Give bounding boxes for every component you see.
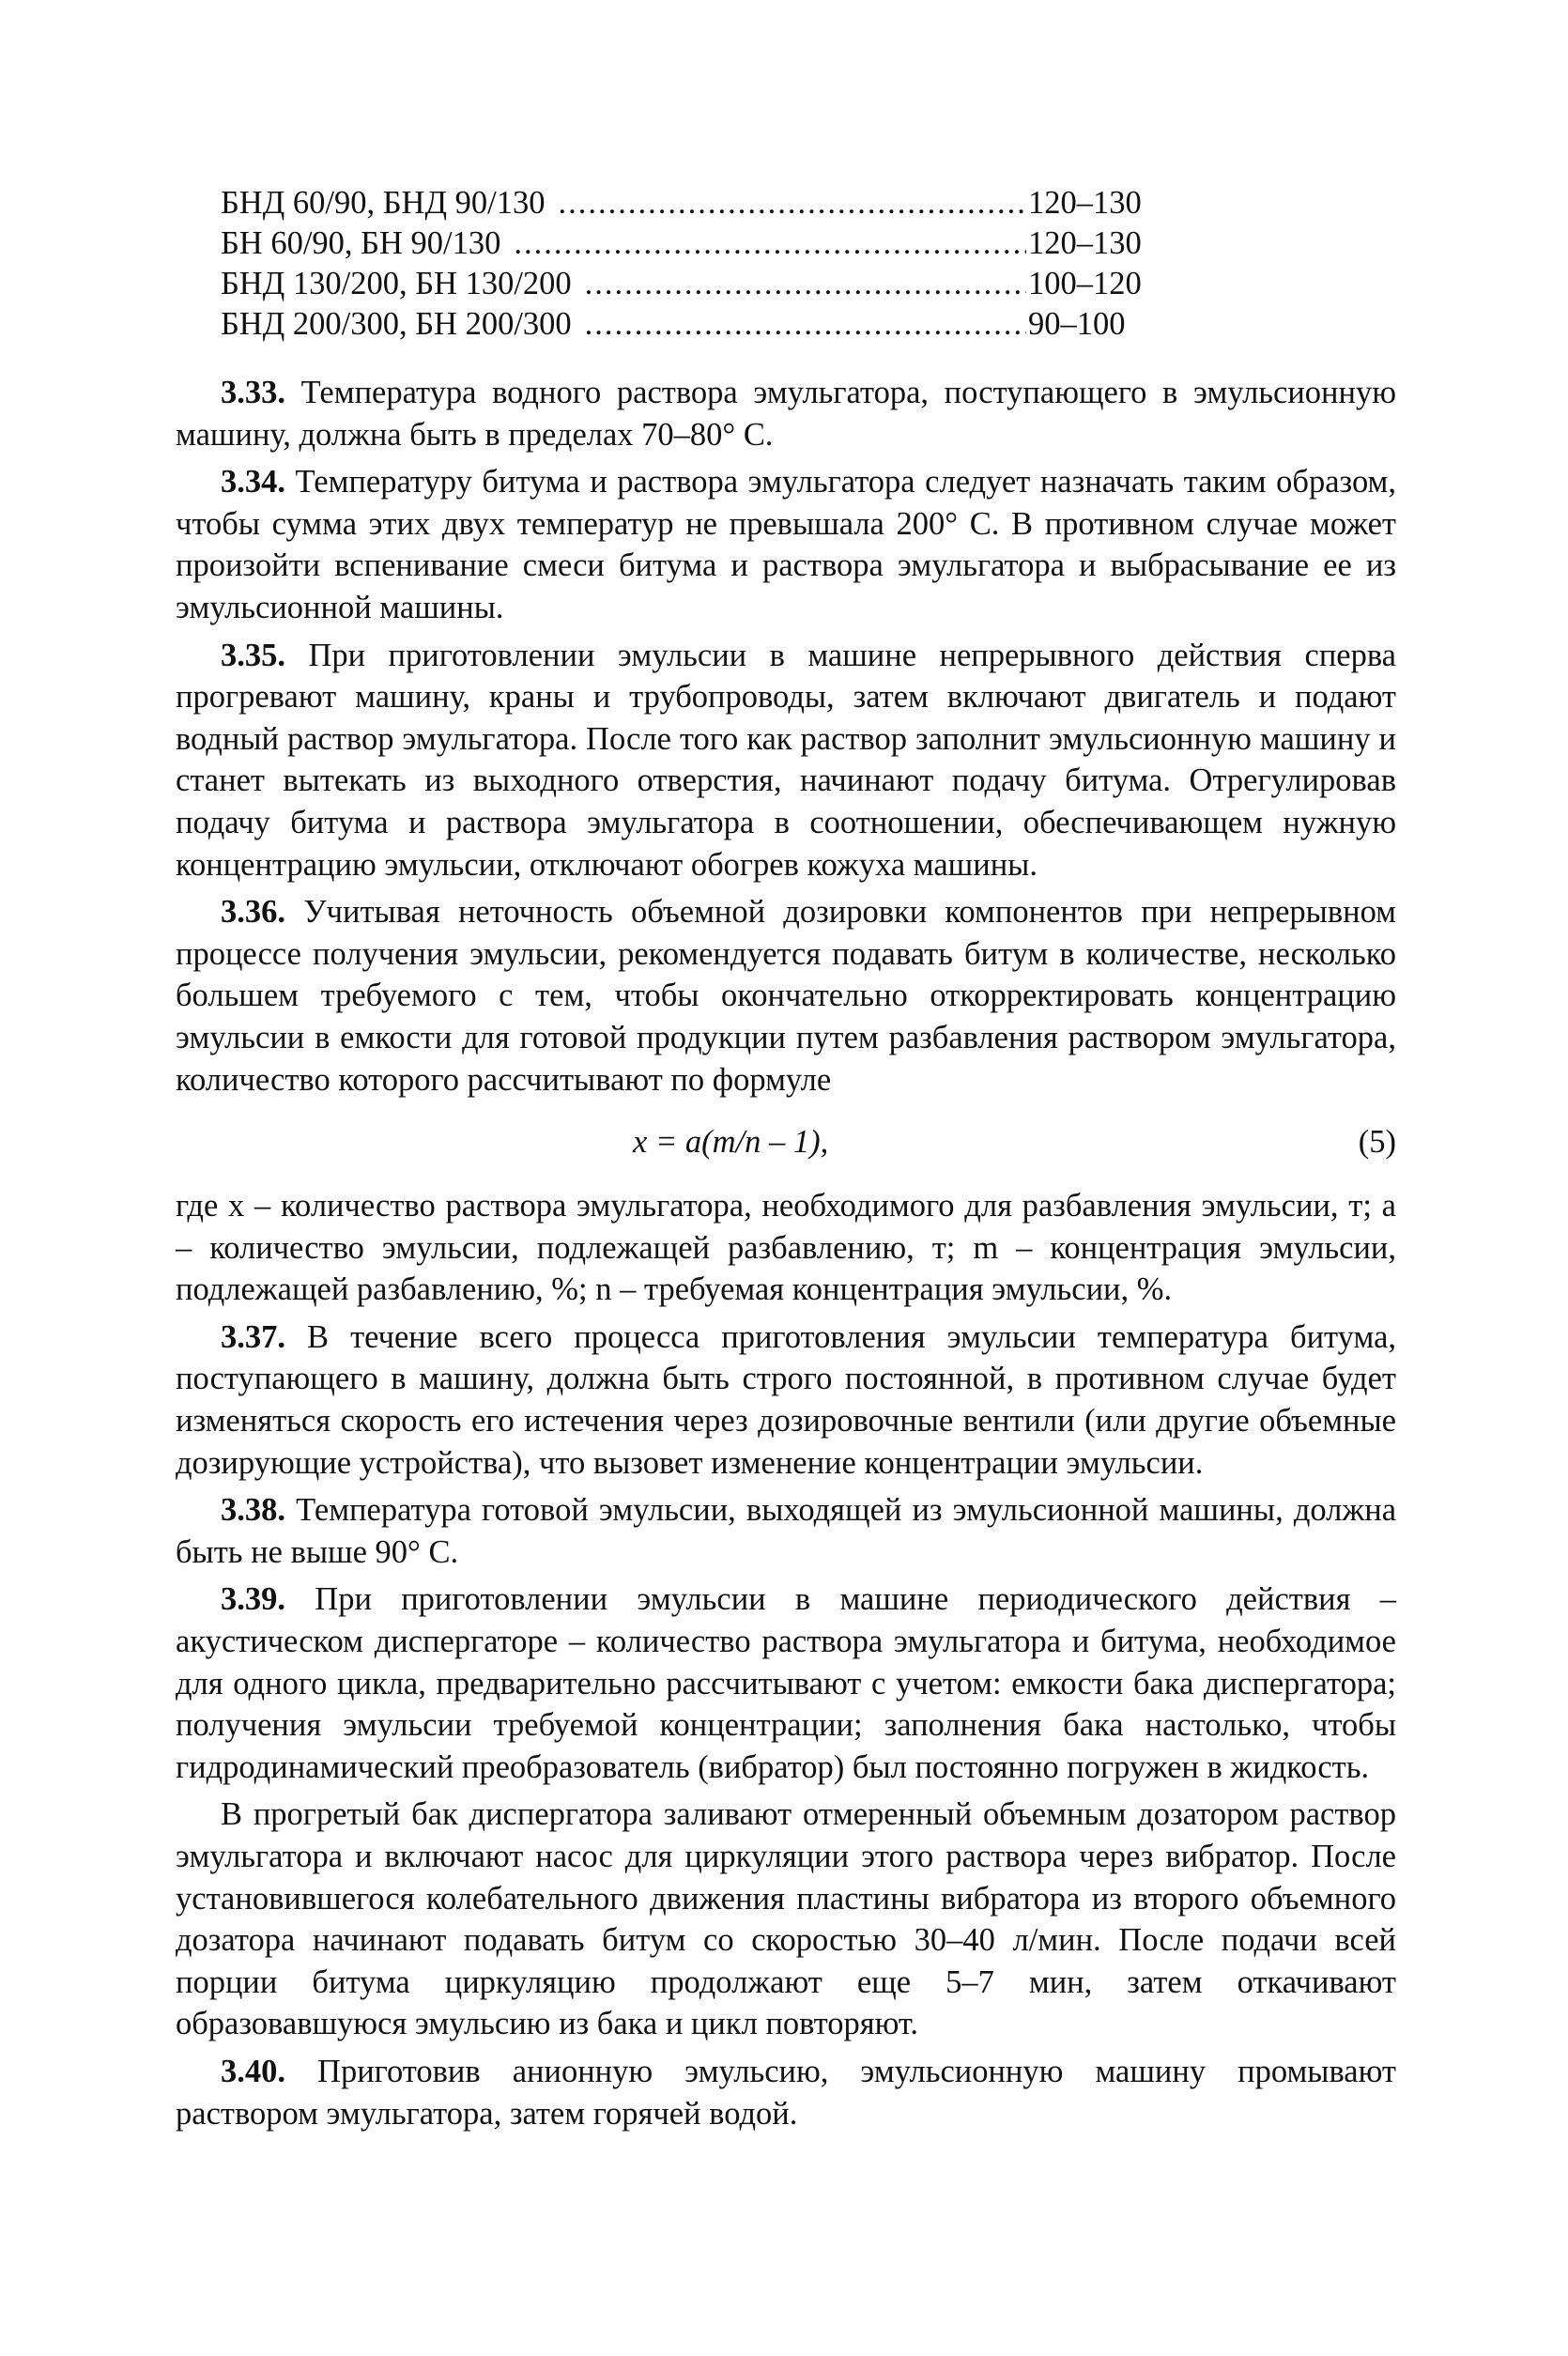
paragraph-number: 3.40.	[221, 2053, 285, 2089]
heating-temperature: 90–100	[1028, 306, 1126, 342]
paragraph-3-38	[176, 1489, 1396, 1573]
leader-dots	[514, 223, 1026, 264]
paragraph-3-35	[176, 635, 1396, 886]
paragraph-3-33	[176, 372, 1396, 455]
paragraph-text: Температура водного раствора эмульгатора, поступающего в эмульсионную машину, должна быть в пределах 70–80° С.	[176, 375, 1397, 453]
paragraph-3-40	[176, 2051, 1396, 2134]
table-row	[221, 183, 1178, 223]
paragraph-text: Приготовив анионную эмульсию, эмульсионную машину промывают раствором эмульгатора, затем горячей водой.	[176, 2053, 1396, 2132]
paragraph-number: 3.33.	[221, 375, 285, 410]
paragraph-number: 3.35.	[221, 637, 285, 673]
paragraph-3-34	[176, 461, 1396, 628]
leader-dots	[585, 304, 1026, 345]
bitumen-temperature-table	[221, 183, 1178, 345]
paragraph-number: 3.36.	[221, 894, 285, 931]
formula-legend: где x – количество раствора эмульгатора, необходимого для разбавления эмульсии, т; a – количество эмульсии, подлежащей разбавлению, т; m – концентрация эмульсии, подлежащей разбавлению, %; n – требуемая концентрация эмульсии, %.	[176, 1188, 1396, 1308]
paragraph-text: Учитывая неточность объемной дозировки компонентов при непрерывном процессе получения эмульсии, рекомендуется подавать битум в количестве, несколько большем требуемого с тем, чтобы окончательно откорректировать концентрацию эмульсии в емкости для готовой продукции путем разбавления раствором эмульгатора, количество которого рассчитывают по формуле	[176, 894, 1396, 1098]
paragraph-number: 3.34.	[221, 464, 285, 500]
formula-expression: x = a(m/n – 1),	[633, 1124, 829, 1161]
paragraph-text: При приготовлении эмульсии в машине периодического действия – акустическом диспергаторе – количество раствора эмульгатора и битума, необходимое для одного цикла, предварительно рассчитывают с учетом: емкости бака диспергатора; получения эмульсии требуемой концентрации; заполнения бака настолько, чтобы гидродинамический преобразователь (вибратор) был постоянно погружен в жидкость.	[176, 1581, 1396, 1785]
table-row	[221, 264, 1178, 304]
paragraph-text: Температура готовой эмульсии, выходящей из эмульсионной машины, должна быть не выше 90° С.	[176, 1492, 1397, 1570]
leader-dots	[585, 264, 1026, 304]
bitumen-grade: БНД 200/300, БН 200/300	[221, 306, 572, 342]
paragraph-text: В прогретый бак диспергатора заливают отмеренный объемным дозатором раствор эмульгатора и включают насос для циркуляции этого раствора через вибратор. После установившегося колебательного движения пластины вибратора из второго объемного дозатора начинают подавать битум со скоростью 30–40 л/мин. После подачи всей порции битума циркуляцию продолжают еще 5–7 мин, затем откачивают образовавшуюся эмульсию из бака и цикл повторяют.	[176, 1796, 1396, 2042]
formula-block	[176, 1114, 1396, 1176]
paragraph-number: 3.38.	[221, 1492, 285, 1529]
table-row	[221, 223, 1178, 264]
paragraph-3-39	[176, 1578, 1396, 1788]
paragraph-3-36	[176, 891, 1396, 1101]
formula-number: (5)	[1358, 1124, 1396, 1161]
paragraph-text: В течение всего процесса приготовления эмульсии температура битума, поступающего в машину, должна быть строго постоянной, в противном случае будет изменяться скорость его истечения через дозировочные вентили (или другие объемные дозирующие устройства), что вызовет изменение концентрации эмульсии.	[176, 1318, 1397, 1481]
bitumen-grade: БНД 130/200, БН 130/200	[221, 266, 572, 301]
document-page	[176, 183, 1396, 2140]
bitumen-grade: БНД 60/90, БНД 90/130	[221, 185, 546, 221]
paragraph-text: При приготовлении эмульсии в машине непрерывного действия сперва прогревают машину, краны и трубопроводы, затем включают двигатель и подают водный раствор эмульгатора. После того как раствор заполнит эмульсионную машину и станет вытекать из выходного отверстия, начинают подачу битума. Отрегулировав подачу битума и раствора эмульгатора в соотношении, обеспечивающем нужную концентрацию эмульсии, отключают обогрев кожуха машины.	[176, 637, 1396, 883]
paragraph-number: 3.37.	[221, 1318, 285, 1355]
table-row	[221, 304, 1178, 345]
heating-temperature: 120–130	[1028, 185, 1142, 221]
paragraph-3-37	[176, 1317, 1396, 1484]
paragraph-text: Температуру битума и раствора эмульгатора следует назначать таким образом, чтобы сумма этих двух температур не превышала 200° С. В противном случае может произойти вспенивание смеси битума и раствора эмульгатора и выбрасывание ее из эмульсионной машины.	[176, 464, 1396, 625]
heating-temperature: 120–130	[1028, 225, 1142, 261]
leader-dots	[558, 183, 1026, 223]
paragraph-number: 3.39.	[221, 1581, 285, 1618]
heating-temperature: 100–120	[1028, 266, 1142, 301]
paragraph-3-39-continued	[176, 1794, 1396, 2045]
bitumen-grade: БН 60/90, БН 90/130	[221, 225, 501, 261]
